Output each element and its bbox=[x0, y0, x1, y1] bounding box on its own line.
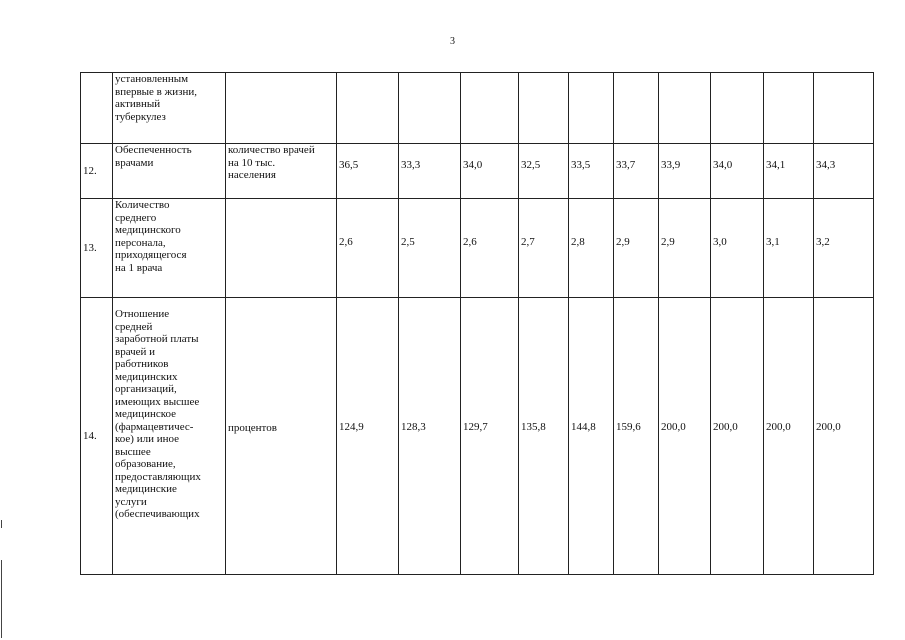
value-cell bbox=[614, 298, 659, 575]
value-cell bbox=[614, 199, 659, 298]
value-cell bbox=[569, 298, 614, 575]
value-cell bbox=[711, 199, 764, 298]
value-text: 128,3 bbox=[401, 420, 426, 433]
unit-text: процентов bbox=[228, 421, 277, 434]
value-cell bbox=[814, 144, 874, 199]
page-number: 3 bbox=[450, 36, 455, 47]
row-number-cell bbox=[81, 144, 113, 199]
row-number: 13. bbox=[83, 241, 97, 254]
value-cell bbox=[764, 73, 814, 144]
value-cell bbox=[461, 144, 519, 199]
margin-mark-lower bbox=[1, 560, 2, 638]
value-cell bbox=[399, 199, 461, 298]
indicator-name: Обеспеченность врачами bbox=[115, 144, 192, 169]
unit-cell bbox=[226, 199, 337, 298]
row-number: 12. bbox=[83, 164, 97, 177]
value-cell bbox=[337, 298, 399, 575]
value-cell bbox=[519, 144, 569, 199]
value-cell bbox=[814, 199, 874, 298]
table-row bbox=[81, 144, 874, 199]
unit-cell bbox=[226, 144, 337, 199]
value-text: 144,8 bbox=[571, 420, 596, 433]
indicator-name-cell bbox=[113, 73, 226, 144]
value-cell bbox=[659, 298, 711, 575]
value-cell bbox=[337, 199, 399, 298]
value-text: 33,7 bbox=[616, 158, 636, 171]
value-cell bbox=[337, 73, 399, 144]
value-text: 34,1 bbox=[766, 158, 786, 171]
table-row bbox=[81, 298, 874, 575]
value-cell bbox=[519, 73, 569, 144]
value-text: 2,6 bbox=[463, 235, 477, 248]
table-row bbox=[81, 199, 874, 298]
value-cell bbox=[337, 144, 399, 199]
value-text: 124,9 bbox=[339, 420, 364, 433]
indicator-name: Количество среднего медицинского персонала, приходящегося на 1 врача bbox=[115, 199, 187, 274]
value-cell bbox=[399, 144, 461, 199]
value-text: 200,0 bbox=[713, 420, 738, 433]
indicators-table bbox=[80, 72, 874, 575]
value-text: 159,6 bbox=[616, 420, 641, 433]
value-text: 33,3 bbox=[401, 158, 421, 171]
value-text: 34,0 bbox=[463, 158, 483, 171]
row-number-cell bbox=[81, 73, 113, 144]
value-text: 200,0 bbox=[766, 420, 791, 433]
margin-mark-upper bbox=[1, 520, 2, 528]
value-cell bbox=[711, 73, 764, 144]
value-cell bbox=[461, 199, 519, 298]
indicator-name-cell bbox=[113, 298, 226, 575]
value-text: 34,0 bbox=[713, 158, 733, 171]
value-text: 32,5 bbox=[521, 158, 541, 171]
unit-cell bbox=[226, 298, 337, 575]
value-cell bbox=[569, 199, 614, 298]
value-cell bbox=[614, 73, 659, 144]
value-text: 129,7 bbox=[463, 420, 488, 433]
value-cell bbox=[399, 298, 461, 575]
unit-text: количество врачей на 10 тыс. населения bbox=[228, 144, 315, 181]
value-text: 200,0 bbox=[661, 420, 686, 433]
value-text: 2,6 bbox=[339, 235, 353, 248]
value-text: 135,8 bbox=[521, 420, 546, 433]
value-cell bbox=[519, 298, 569, 575]
value-text: 2,7 bbox=[521, 235, 535, 248]
value-cell bbox=[764, 144, 814, 199]
value-cell bbox=[659, 144, 711, 199]
value-text: 3,1 bbox=[766, 235, 780, 248]
value-cell bbox=[711, 298, 764, 575]
value-text: 33,9 bbox=[661, 158, 681, 171]
value-text: 3,2 bbox=[816, 235, 830, 248]
value-text: 200,0 bbox=[816, 420, 841, 433]
value-cell bbox=[399, 73, 461, 144]
row-number-cell bbox=[81, 298, 113, 575]
value-cell bbox=[659, 73, 711, 144]
value-text: 2,8 bbox=[571, 235, 585, 248]
value-cell bbox=[659, 199, 711, 298]
value-text: 34,3 bbox=[816, 158, 836, 171]
value-text: 36,5 bbox=[339, 158, 359, 171]
value-text: 2,9 bbox=[661, 235, 675, 248]
value-text: 33,5 bbox=[571, 158, 591, 171]
row-number: 14. bbox=[83, 429, 97, 442]
value-text: 2,9 bbox=[616, 235, 630, 248]
value-cell bbox=[614, 144, 659, 199]
row-number-cell bbox=[81, 199, 113, 298]
value-text: 2,5 bbox=[401, 235, 415, 248]
value-cell bbox=[461, 73, 519, 144]
indicator-name: установленным впервые в жизни, активный туберкулез bbox=[115, 73, 197, 123]
value-cell bbox=[711, 144, 764, 199]
table-row bbox=[81, 73, 874, 144]
value-cell bbox=[461, 298, 519, 575]
value-cell bbox=[814, 73, 874, 144]
value-cell bbox=[519, 199, 569, 298]
value-cell bbox=[569, 144, 614, 199]
indicator-name: Отношение средней заработной платы врачей и работников медицинских организаций, имеющих высшее медицинское (фармацевтичес- кое) или иное высшее образование, предоставляющих медицинские услуги (обеспечивающих bbox=[115, 308, 201, 520]
value-cell bbox=[814, 298, 874, 575]
indicator-name-cell bbox=[113, 199, 226, 298]
indicator-name-cell bbox=[113, 144, 226, 199]
unit-cell bbox=[226, 73, 337, 144]
value-cell bbox=[764, 199, 814, 298]
value-text: 3,0 bbox=[713, 235, 727, 248]
value-cell bbox=[569, 73, 614, 144]
value-cell bbox=[764, 298, 814, 575]
